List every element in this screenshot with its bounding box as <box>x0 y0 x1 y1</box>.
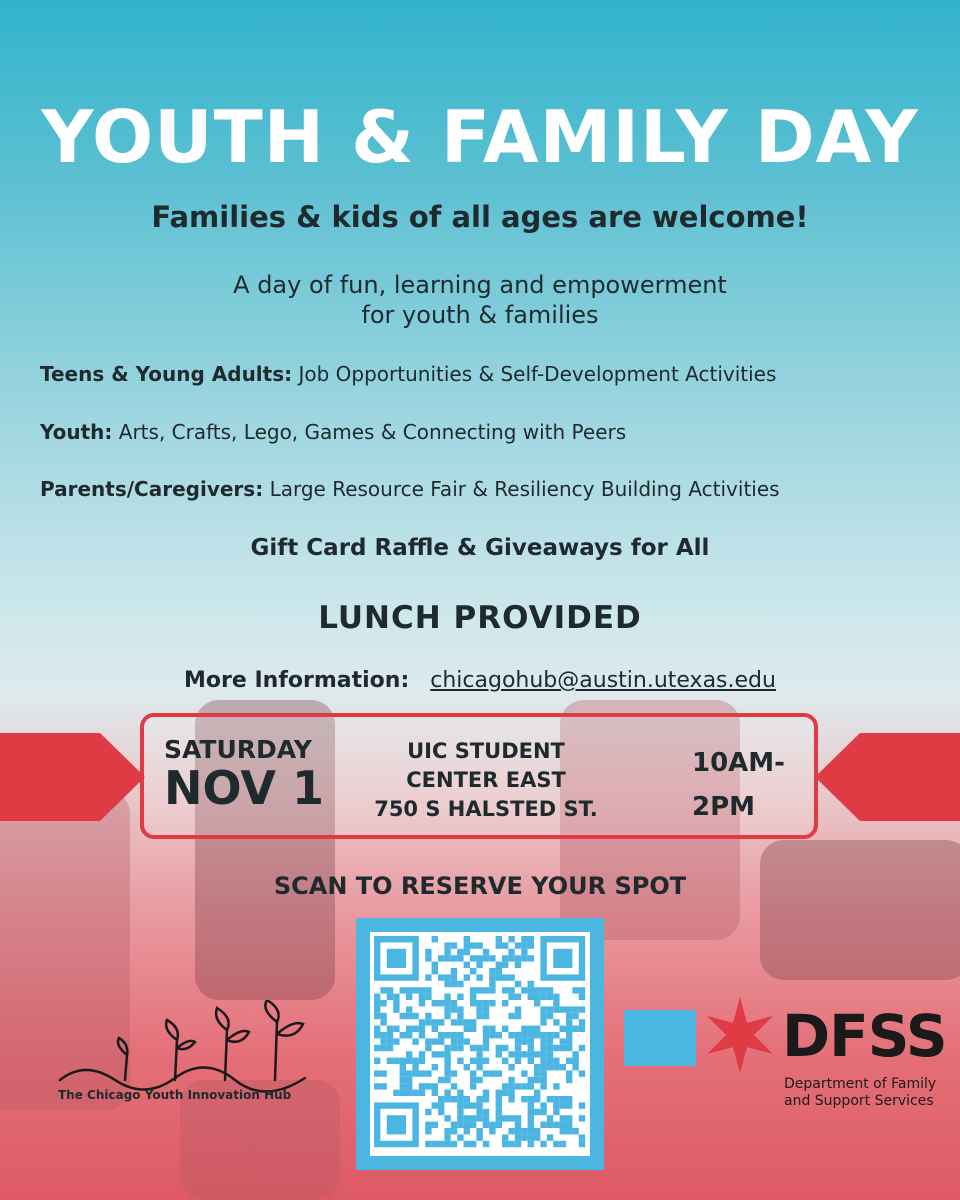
audience-teens <box>40 362 940 386</box>
qr-code-icon[interactable] <box>370 932 590 1156</box>
venue-line: 750 S HALSTED ST. <box>374 797 598 821</box>
lunch-text: LUNCH PROVIDED <box>318 600 642 636</box>
audience-label: Teens & Young Adults: <box>40 362 293 386</box>
audience-text: Large Resource Fair & Resiliency Building Activities <box>269 477 780 501</box>
more-info <box>0 668 960 693</box>
venue-line: UIC STUDENT <box>407 739 565 763</box>
audience-text: Job Opportunities & Self-Development Activities <box>298 362 777 386</box>
photo-background <box>760 840 960 980</box>
ribbon-right <box>810 733 960 821</box>
audience-label: Parents/Caregivers: <box>40 477 264 501</box>
event-details-box <box>140 713 818 839</box>
venue-line: CENTER EAST <box>406 768 566 792</box>
chicago-star-icon <box>700 995 780 1075</box>
audience-label: Youth: <box>40 420 113 444</box>
time-line: 2PM <box>692 792 756 822</box>
hub-name: The Chicago Youth Innovation Hub <box>58 1088 292 1102</box>
event-venue <box>366 737 606 824</box>
audience-text: Arts, Crafts, Lego, Games & Connecting with Peers <box>118 420 627 444</box>
raffle-text: Gift Card Raffle & Giveaways for All <box>250 535 710 561</box>
page-title: YOUTH & FAMILY DAY <box>41 95 919 179</box>
event-time <box>692 741 785 829</box>
time-line: 10AM- <box>692 748 785 778</box>
qr-code-icon <box>370 932 590 1156</box>
subtitle: Families & kids of all ages are welcome! <box>151 200 809 234</box>
dfss-logo-text: DFSS <box>782 1002 947 1070</box>
tagline-line: A day of fun, learning and empowerment <box>233 271 727 299</box>
qr-code-frame[interactable] <box>356 918 604 1170</box>
event-day: SATURDAY <box>164 735 312 764</box>
audience-youth <box>40 420 940 444</box>
dfss-name-line: and Support Services <box>784 1093 934 1109</box>
info-email-link[interactable]: chicagohub@austin.utexas.edu <box>430 668 776 693</box>
tagline-line: for youth & families <box>361 301 599 329</box>
dfss-name <box>784 1076 936 1110</box>
tagline <box>0 270 960 330</box>
event-date: NOV 1 <box>164 761 324 815</box>
ribbon-left <box>0 733 150 821</box>
info-label: More Information: <box>184 668 410 693</box>
scan-cta: SCAN TO RESERVE YOUR SPOT <box>273 872 687 900</box>
chicago-flag-square-icon <box>624 1010 696 1066</box>
audience-parents <box>40 477 940 501</box>
dfss-name-line: Department of Family <box>784 1076 937 1092</box>
